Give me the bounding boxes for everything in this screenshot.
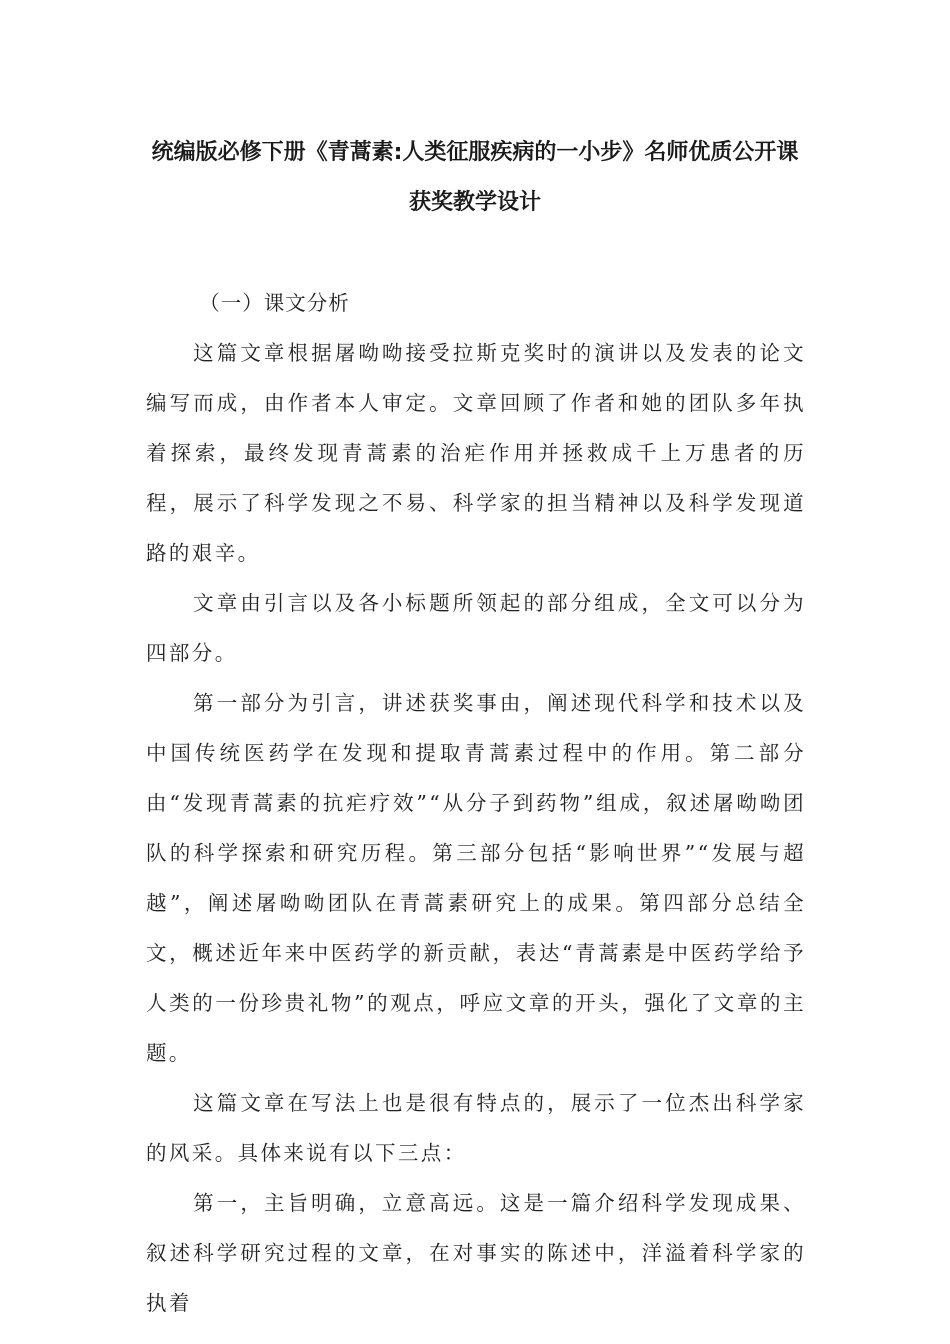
paragraph-5: 第一，主旨明确，立意高远。这是一篇介绍科学发现成果、叙述科学研究过程的文章，在对事实的陈述中，洋溢着科学家的执着 <box>146 1191 806 1315</box>
document-body <box>146 278 806 1328</box>
title-line-1: 统编版必修下册《青蒿素:人类征服疾病的一小步》名师优质公开课 <box>151 140 799 165</box>
title-line-2: 获奖教学设计 <box>408 190 541 215</box>
paragraph-4: 这篇文章在写法上也是很有特点的，展示了一位杰出科学家的风采。具体来说有以下三点： <box>146 1091 806 1165</box>
section-heading: （一）课文分析 <box>199 291 350 315</box>
document-title <box>100 128 850 228</box>
paragraph-1: 这篇文章根据屠呦呦接受拉斯克奖时的演讲以及发表的论文编写而成，由作者本人审定。文章回顾了作者和她的团队多年执着探索，最终发现青蒿素的治疟作用并拯救成千上万患者的历程，展示了科学发现之不易、科学家的担当精神以及科学发现道路的艰辛。 <box>146 341 806 565</box>
paragraph-3: 第一部分为引言，讲述获奖事由，阐述现代科学和技术以及中国传统医药学在发现和提取青蒿素过程中的作用。第二部分由“发现青蒿素的抗疟疗效”“从分子到药物”组成，叙述屠呦呦团队的科学探索和研究历程。第三部分包括“影响世界”“发展与超越”，阐述屠呦呦团队在青蒿素研究上的成果。第四部分总结全文，概述近年来中医药学的新贡献，表达“青蒿素是中医药学给予人类的一份珍贵礼物”的观点，呼应文章的开头，强化了文章的主题。 <box>146 691 806 1065</box>
paragraph-2: 文章由引言以及各小标题所领起的部分组成，全文可以分为四部分。 <box>146 591 806 665</box>
